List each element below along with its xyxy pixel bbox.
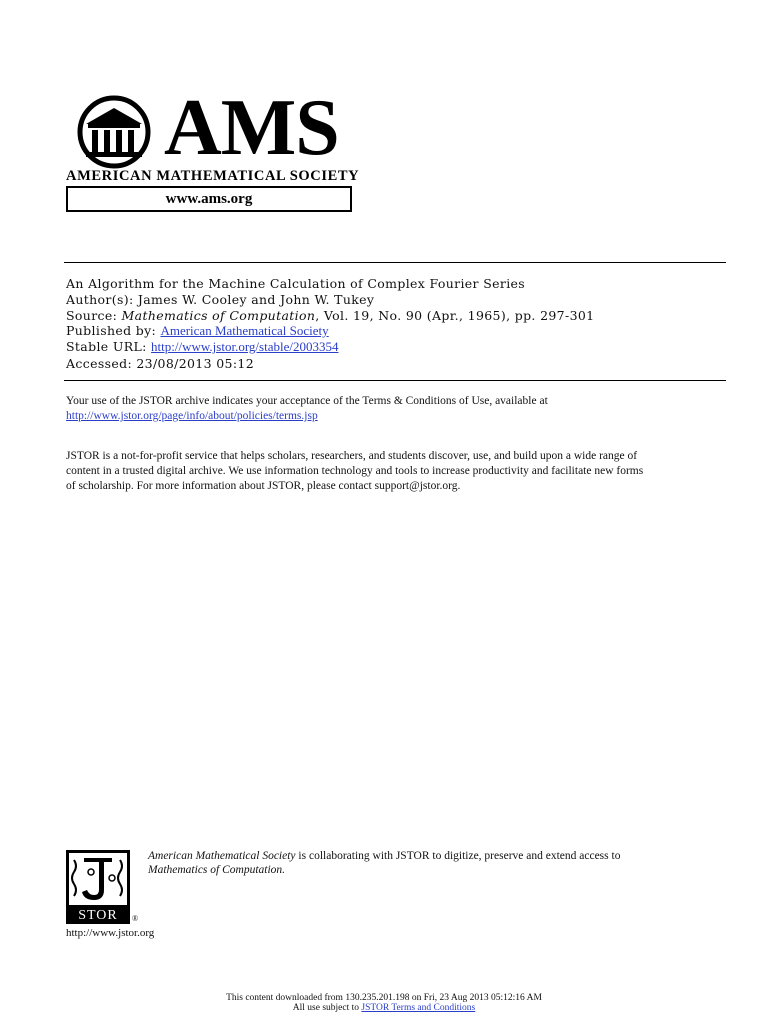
ams-logo — [66, 84, 360, 214]
collab-text: is collaborating with JSTOR to digitize, preserve and extend access to — [295, 850, 621, 862]
accessed-value: 23/08/2013 05:12 — [136, 356, 255, 371]
footer-terms-prefix: All use subject to — [292, 1003, 362, 1013]
about-line-1: JSTOR is a not-for-profit service that helps scholars, researchers, and students discover, use, and build upon a wide range of — [66, 450, 638, 462]
ams-logo-letters: AMS — [164, 84, 339, 172]
published-line — [66, 323, 329, 339]
jstor-wordmark: STOR — [78, 908, 118, 923]
jstor-url[interactable]: http://www.jstor.org — [66, 927, 155, 939]
divider-bottom — [64, 380, 726, 381]
jstor-wordmark-bar — [66, 908, 130, 924]
divider-top — [64, 262, 726, 263]
accessed-label: Accessed: — [66, 356, 133, 371]
jstor-j-icon — [66, 850, 130, 908]
ams-url[interactable]: www.ams.org — [66, 186, 352, 212]
authors-line — [66, 292, 374, 308]
terms-text: Your use of the JSTOR archive indicates your acceptance of the Terms & Conditions of Use, available at — [66, 395, 548, 407]
published-label: Published by: — [66, 323, 157, 338]
authors-value: James W. Cooley and John W. Tukey — [137, 292, 375, 307]
collab-journal: Mathematics of Computation. — [148, 864, 286, 876]
registered-mark: ® — [132, 914, 139, 923]
jstor-logo — [66, 850, 139, 925]
terms-link[interactable]: http://www.jstor.org/page/info/about/policies/terms.jsp — [66, 410, 318, 422]
collab-org: American Mathematical Society — [148, 850, 296, 862]
source-line — [66, 308, 594, 324]
accessed-line — [66, 356, 254, 372]
source-label: Source: — [66, 308, 118, 323]
ams-building-icon — [66, 94, 162, 170]
footer-terms-line — [0, 1003, 768, 1014]
about-line-3: of scholarship. For more information about JSTOR, please contact support@jstor.org. — [66, 480, 461, 492]
terms-paragraph — [66, 394, 726, 424]
about-line-2: content in a trusted digital archive. We use information technology and tools to increase productivity and facilitate new forms — [66, 465, 644, 477]
stable-url-link[interactable]: http://www.jstor.org/stable/2003354 — [151, 339, 339, 354]
authors-label: Author(s): — [66, 292, 134, 307]
stable-url-label: Stable URL: — [66, 339, 147, 354]
footer-download-line: This content downloaded from 130.235.201.198 on Fri, 23 Aug 2013 05:12:16 AM — [226, 993, 542, 1003]
source-details: , Vol. 19, No. 90 (Apr., 1965), pp. 297-301 — [315, 308, 595, 323]
collab-paragraph — [148, 849, 728, 877]
footer-terms-link[interactable]: JSTOR Terms and Conditions — [361, 1003, 476, 1013]
publisher-link[interactable]: American Mathematical Society — [160, 323, 329, 338]
article-title: An Algorithm for the Machine Calculation of Complex Fourier Series — [66, 276, 526, 291]
source-journal: Mathematics of Computation — [121, 308, 316, 323]
about-jstor-paragraph — [66, 449, 726, 494]
stable-url-line — [66, 339, 338, 355]
ams-society-name: AMERICAN MATHEMATICAL SOCIETY — [66, 168, 360, 184]
